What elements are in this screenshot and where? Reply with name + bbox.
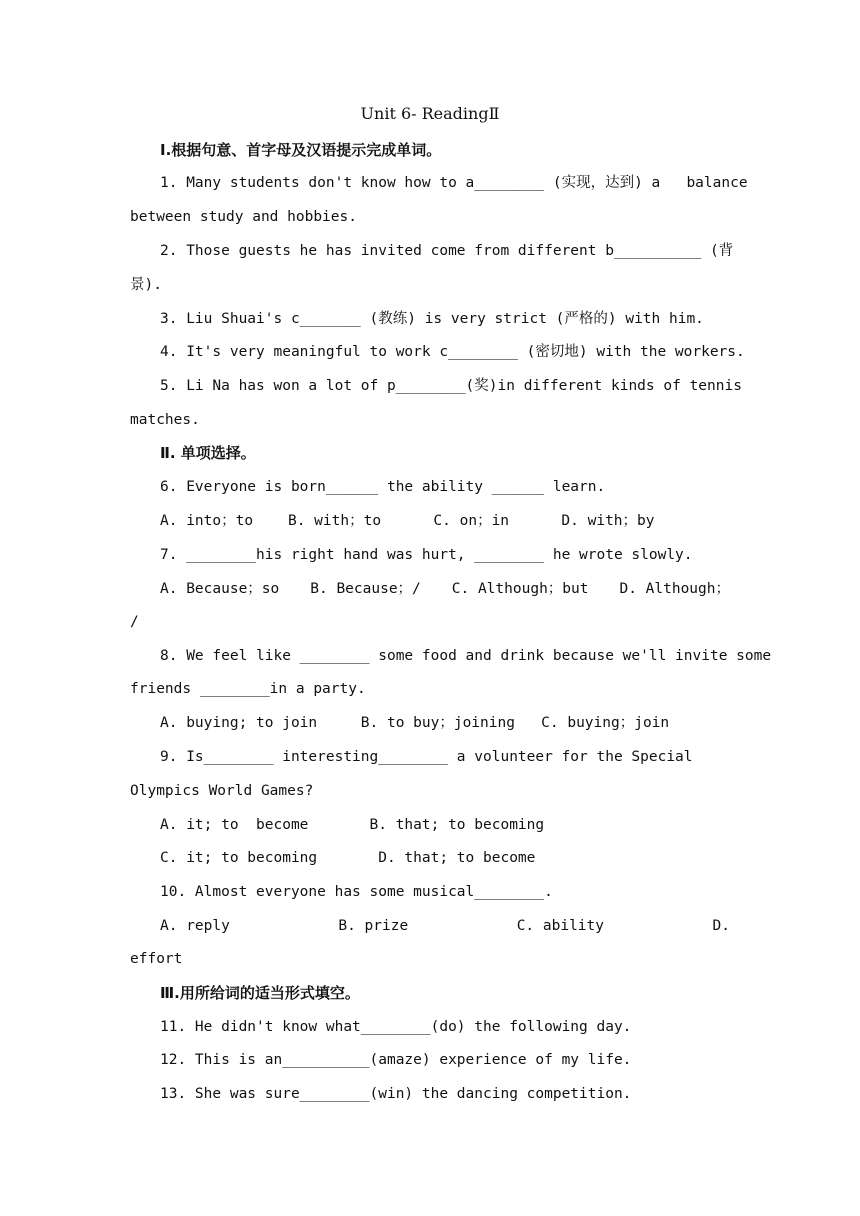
question-10-option-b: B. prize <box>338 918 409 934</box>
page-title: Unit 6- ReadingⅡ <box>360 104 500 123</box>
question-1-line-2: between study and hobbies. <box>130 209 357 225</box>
question-8-options: A. buying; to join B. to buy；joining C. buying；join <box>160 715 670 731</box>
question-10-options-wrap: effort <box>130 951 183 967</box>
question-12: 12. This is an__________(amaze) experience of my life. <box>160 1052 632 1068</box>
question-7-options <box>160 579 730 599</box>
question-7-option-b: B. Because；/ <box>310 581 421 597</box>
question-6-options: A. into；to B. with；to C. on；in D. with；by <box>160 513 655 529</box>
question-8-line-1: 8. We feel like ________ some food and drink because we'll invite some <box>160 648 772 664</box>
question-7-option-d: D. Although； <box>619 581 730 597</box>
section-3-heading: Ⅲ.用所给词的适当形式填空。 <box>160 984 360 1002</box>
question-9-line-1: 9. Is________ interesting________ a volunteer for the Special <box>160 749 693 765</box>
question-13: 13. She was sure________(win) the dancing competition. <box>160 1086 632 1102</box>
question-1-line-1: 1. Many students don't know how to a________ (实现，达到) a balance <box>160 175 748 191</box>
question-10: 10. Almost everyone has some musical________. <box>160 884 553 900</box>
section-1-heading: Ⅰ.根据句意、首字母及汉语提示完成单词。 <box>160 141 442 159</box>
question-6: 6. Everyone is born______ the ability ______ learn. <box>160 479 606 495</box>
question-2-line-1: 2. Those guests he has invited come from different b__________ (背 <box>160 243 734 259</box>
question-8-line-2: friends ________in a party. <box>130 681 366 697</box>
question-7-options-wrap: / <box>130 614 139 630</box>
question-5-line-1: 5. Li Na has won a lot of p________(奖)in different kinds of tennis <box>160 378 742 394</box>
section-2-heading: Ⅱ. 单项选择。 <box>160 444 256 462</box>
question-9-options-ab: A. it; to become B. that; to becoming <box>160 817 545 833</box>
question-3: 3. Liu Shuai's c_______ (教练) is very strict (严格的) with him. <box>160 311 704 327</box>
question-5-line-2: matches. <box>130 412 200 428</box>
question-7-option-a: A. Because；so <box>160 581 280 597</box>
question-4: 4. It's very meaningful to work c________ (密切地) with the workers. <box>160 344 745 360</box>
question-10-option-c: C. ability <box>516 918 604 934</box>
question-2-line-2: 景). <box>130 277 162 293</box>
question-7-option-c: C. Although；but <box>451 581 589 597</box>
question-10-option-d: D. <box>712 918 730 934</box>
question-9-line-2: Olympics World Games? <box>130 783 314 799</box>
question-9-options-cd: C. it; to becoming D. that; to become <box>160 850 536 866</box>
question-10-options <box>160 916 730 936</box>
question-10-option-a: A. reply <box>160 918 230 934</box>
question-7: 7. ________his right hand was hurt, ________ he wrote slowly. <box>160 547 693 563</box>
question-11: 11. He didn't know what________(do) the following day. <box>160 1019 632 1035</box>
